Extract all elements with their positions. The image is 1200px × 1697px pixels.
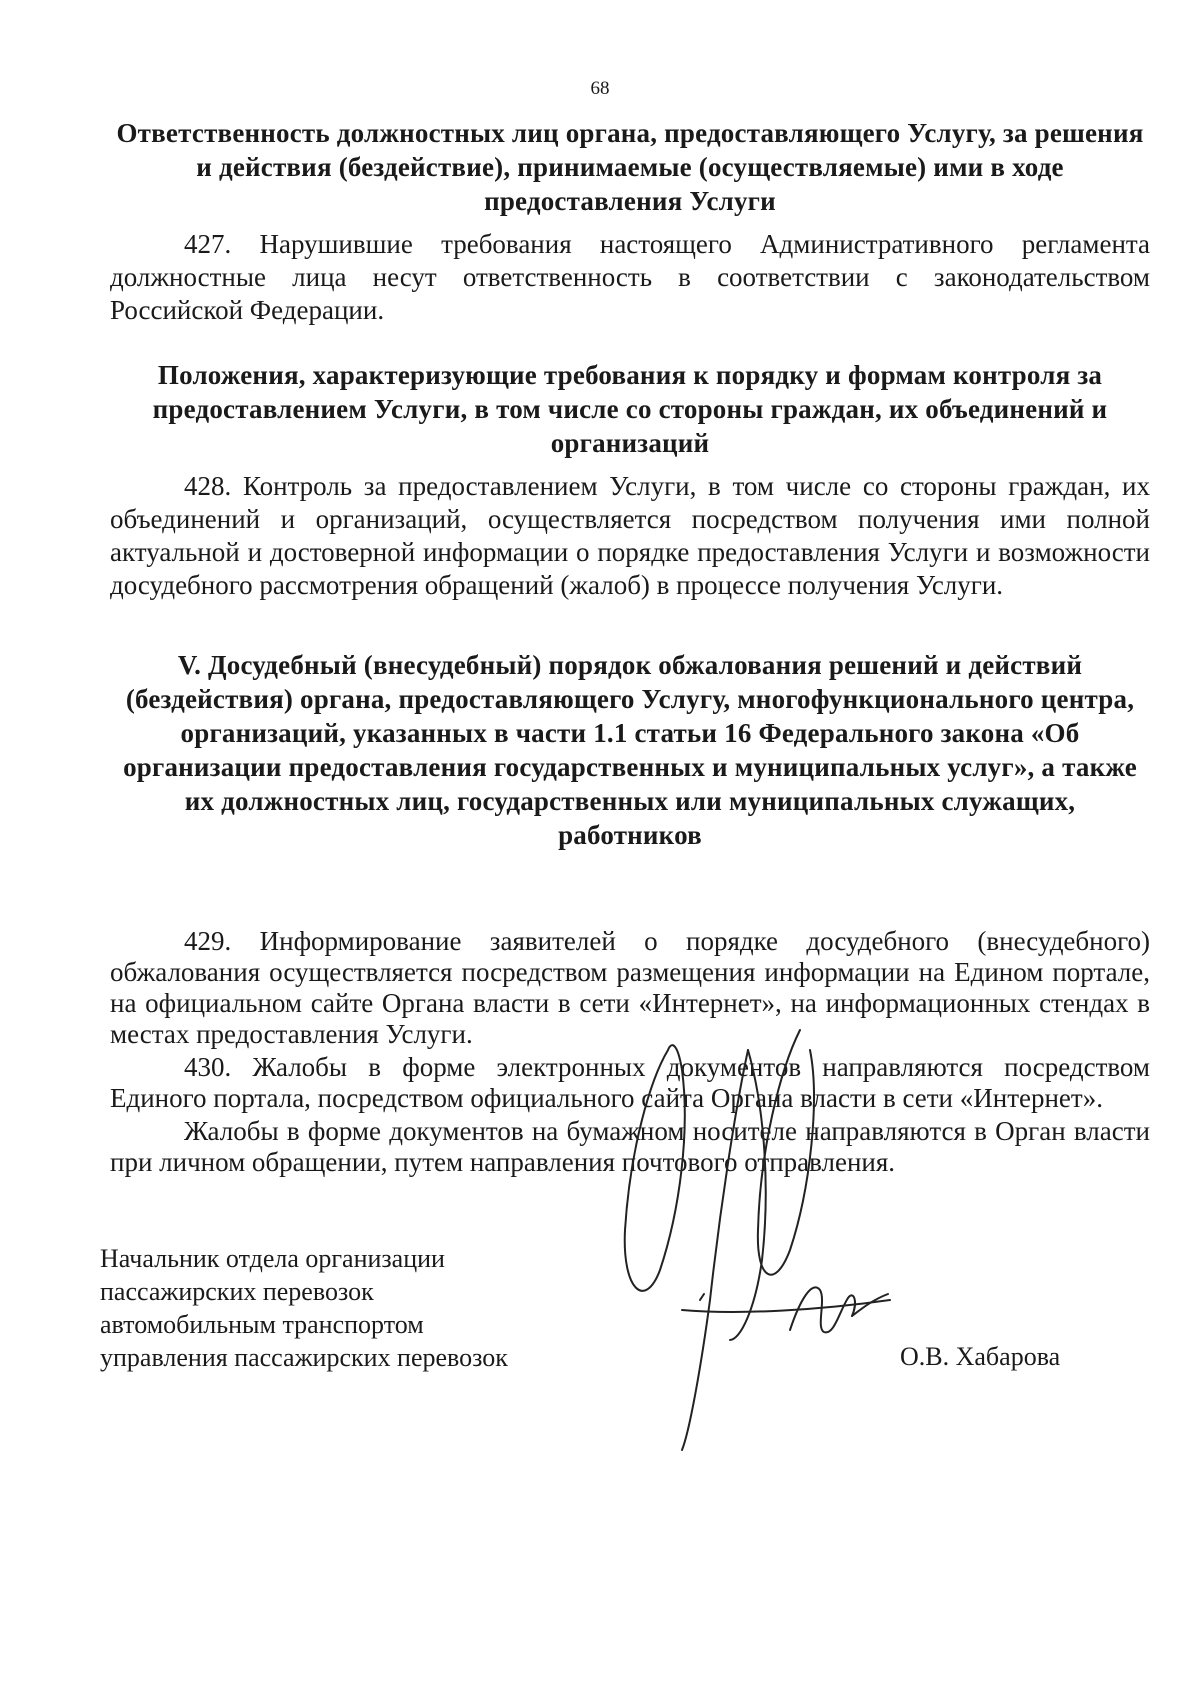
section-heading-responsibility: Ответственность должностных лиц органа, предоставляющего Услугу, за решения и действия (бездействие), принимаемые (осуществляемые) ими в ходе предоставления Услуги: [116, 118, 1144, 216]
paragraph-430: 430. Жалобы в форме электронных документов направляются посредством Единого портала, посредством официального сайта Органа власти в сети «Интернет».: [110, 1052, 1150, 1113]
page-number: 68: [590, 78, 610, 99]
section-heading-appeal: V. Досудебный (внесудебный) порядок обжалования решений и действий (бездействия) органа, предоставляющего Услугу, многофункционального центра, организаций, указанных в части 1.1 статьи 16 Федерального закона «Об организации предоставления государственных и муниципальных услуг», а также их должностных лиц, государственных или муниципальных служащих, работников: [123, 650, 1137, 850]
signatory-position-line: управления пассажирских перевозок: [100, 1343, 508, 1372]
paragraph-429: 429. Информирование заявителей о порядке досудебного (внесудебного) обжалования осуществляется посредством размещения информации на Едином портале, на официальном сайте Органа власти в сети «Интернет», на информационных стендах в местах предоставления Услуги.: [110, 926, 1150, 1049]
signatory-position-line: Начальник отдела организации: [100, 1244, 445, 1273]
handwritten-signature-icon: [590, 1010, 920, 1470]
signatory-position-line: автомобильным транспортом: [100, 1310, 424, 1339]
signatory-name: О.В. Хабарова: [900, 1342, 1061, 1371]
signatory-position: [100, 1242, 560, 1374]
paragraph-428: 428. Контроль за предоставлением Услуги, в том числе со стороны граждан, их объединений и организаций, осуществляется посредством получения ими полной актуальной и достоверной информации о порядке предоставления Услуги и возможности досудебного рассмотрения обращений (жалоб) в процессе получения Услуги.: [110, 471, 1150, 600]
section-heading-control: Положения, характеризующие требования к порядку и формам контроля за предоставлением Услуги, в том числе со стороны граждан, их объединений и организаций: [152, 360, 1108, 458]
paragraph-427: 427. Нарушившие требования настоящего Административного регламента должностные лица несут ответственность в соответствии с законодательством Российской Федерации.: [110, 229, 1150, 325]
paragraph-430-continued: Жалобы в форме документов на бумажном носителе направляются в Орган власти при личном обращении, путем направления почтового отправления.: [110, 1116, 1150, 1177]
signatory-position-line: пассажирских перевозок: [100, 1277, 374, 1306]
